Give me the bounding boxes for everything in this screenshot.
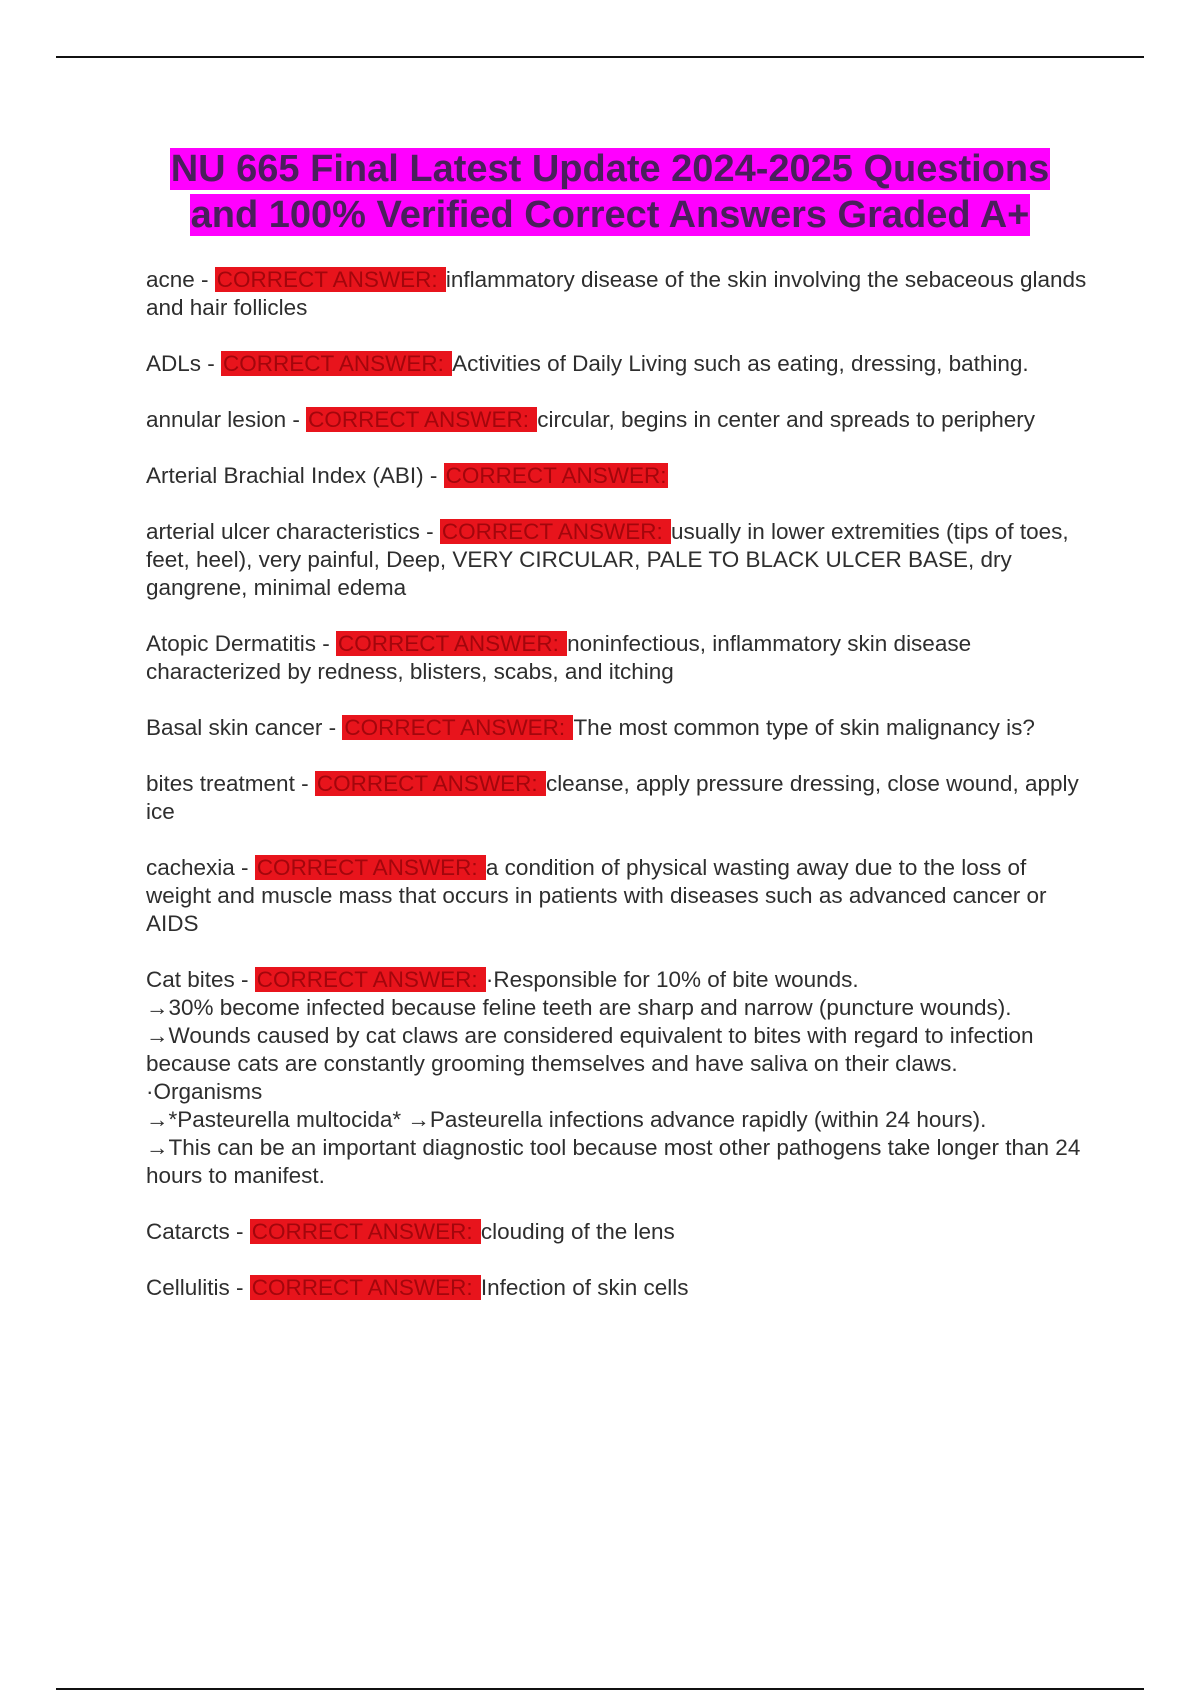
entry-term: Cellulitis - xyxy=(146,1275,250,1300)
answer-tag: CORRECT ANSWER: xyxy=(251,1275,479,1300)
list-item xyxy=(146,518,1096,602)
entry-answer: inflammatory disease of the skin involving the sebaceous glands and hair follicles xyxy=(146,267,1087,320)
entry-term: Cat bites - xyxy=(146,967,255,992)
entry-term: annular lesion - xyxy=(146,407,307,432)
list-item xyxy=(146,630,1096,686)
entry-term: arterial ulcer characteristics - xyxy=(146,519,440,544)
answer-tag: CORRECT ANSWER: xyxy=(338,631,566,656)
answer-tag: CORRECT ANSWER: xyxy=(223,351,451,376)
entry-detail-line: ·Organisms xyxy=(146,1079,263,1104)
list-item xyxy=(146,714,1096,742)
list-item xyxy=(146,770,1096,826)
entry-answer: clouding of the lens xyxy=(480,1219,675,1244)
list-item xyxy=(146,350,1096,378)
answer-tag: CORRECT ANSWER: xyxy=(251,1219,479,1244)
entry-term: Arterial Brachial Index (ABI) - xyxy=(146,463,444,488)
flashcard-list xyxy=(146,266,1096,1330)
entry-answer: ·Responsible for 10% of bite wounds. xyxy=(485,967,859,992)
entry-answer: usually in lower extremities (tips of toes, feet, heel), very painful, Deep, VERY CIRCULAR, PALE TO BLACK ULCER BASE, dry gangrene, minimal edema xyxy=(146,519,1069,600)
list-item xyxy=(146,966,1096,1190)
answer-tag: CORRECT ANSWER: xyxy=(344,715,572,740)
title-highlight: NU 665 Final Latest Update 2024-2025 Questions and 100% Verified Correct Answers Graded A+ xyxy=(170,148,1050,236)
footer-rule xyxy=(56,1688,1144,1690)
answer-tag: CORRECT ANSWER: xyxy=(256,967,484,992)
list-item xyxy=(146,854,1096,938)
answer-tag: CORRECT ANSWER: xyxy=(441,519,669,544)
entry-answer: Activities of Daily Living such as eating, dressing, bathing. xyxy=(452,351,1029,376)
entry-answer: circular, begins in center and spreads to periphery xyxy=(537,407,1035,432)
answer-tag: CORRECT ANSWER: xyxy=(256,855,484,880)
entry-answer: Infection of skin cells xyxy=(480,1275,689,1300)
entry-answer: noninfectious, inflammatory skin disease characterized by redness, blisters, scabs, and itching xyxy=(146,631,972,684)
list-item xyxy=(146,406,1096,434)
answer-tag: CORRECT ANSWER: xyxy=(308,407,536,432)
entry-term: Basal skin cancer - xyxy=(146,715,343,740)
list-item xyxy=(146,1218,1096,1246)
answer-tag: CORRECT ANSWER: xyxy=(445,463,667,488)
list-item xyxy=(146,266,1096,322)
entry-detail-line: →*Pasteurella multocida* →Pasteurella infections advance rapidly (within 24 hours). xyxy=(146,1107,987,1132)
entry-term: ADLs - xyxy=(146,351,222,376)
entry-detail-line: →This can be an important diagnostic tool because most other pathogens take longer than 24 hours to manifest. xyxy=(146,1135,1081,1188)
document-title xyxy=(140,146,1080,238)
entry-term: bites treatment - xyxy=(146,771,315,796)
list-item xyxy=(146,1274,1096,1302)
answer-tag: CORRECT ANSWER: xyxy=(216,267,444,292)
entry-answer: a condition of physical wasting away due to the loss of weight and muscle mass that occurs in patients with diseases such as advanced cancer or AIDS xyxy=(146,855,1047,936)
entry-answer: The most common type of skin malignancy is? xyxy=(573,715,1035,740)
header-rule xyxy=(56,56,1144,58)
entry-term: cachexia - xyxy=(146,855,255,880)
entry-answer: cleanse, apply pressure dressing, close wound, apply ice xyxy=(146,771,1079,824)
entry-detail-line: →30% become infected because feline teeth are sharp and narrow (puncture wounds). xyxy=(146,995,1012,1020)
entry-term: acne - xyxy=(146,267,215,292)
entry-term: Atopic Dermatitis - xyxy=(146,631,337,656)
entry-term: Catarcts - xyxy=(146,1219,250,1244)
entry-detail-line: →Wounds caused by cat claws are considered equivalent to bites with regard to infection because cats are constantly grooming themselves and have saliva on their claws. xyxy=(146,1023,1034,1076)
list-item xyxy=(146,462,1096,490)
answer-tag: CORRECT ANSWER: xyxy=(316,771,544,796)
